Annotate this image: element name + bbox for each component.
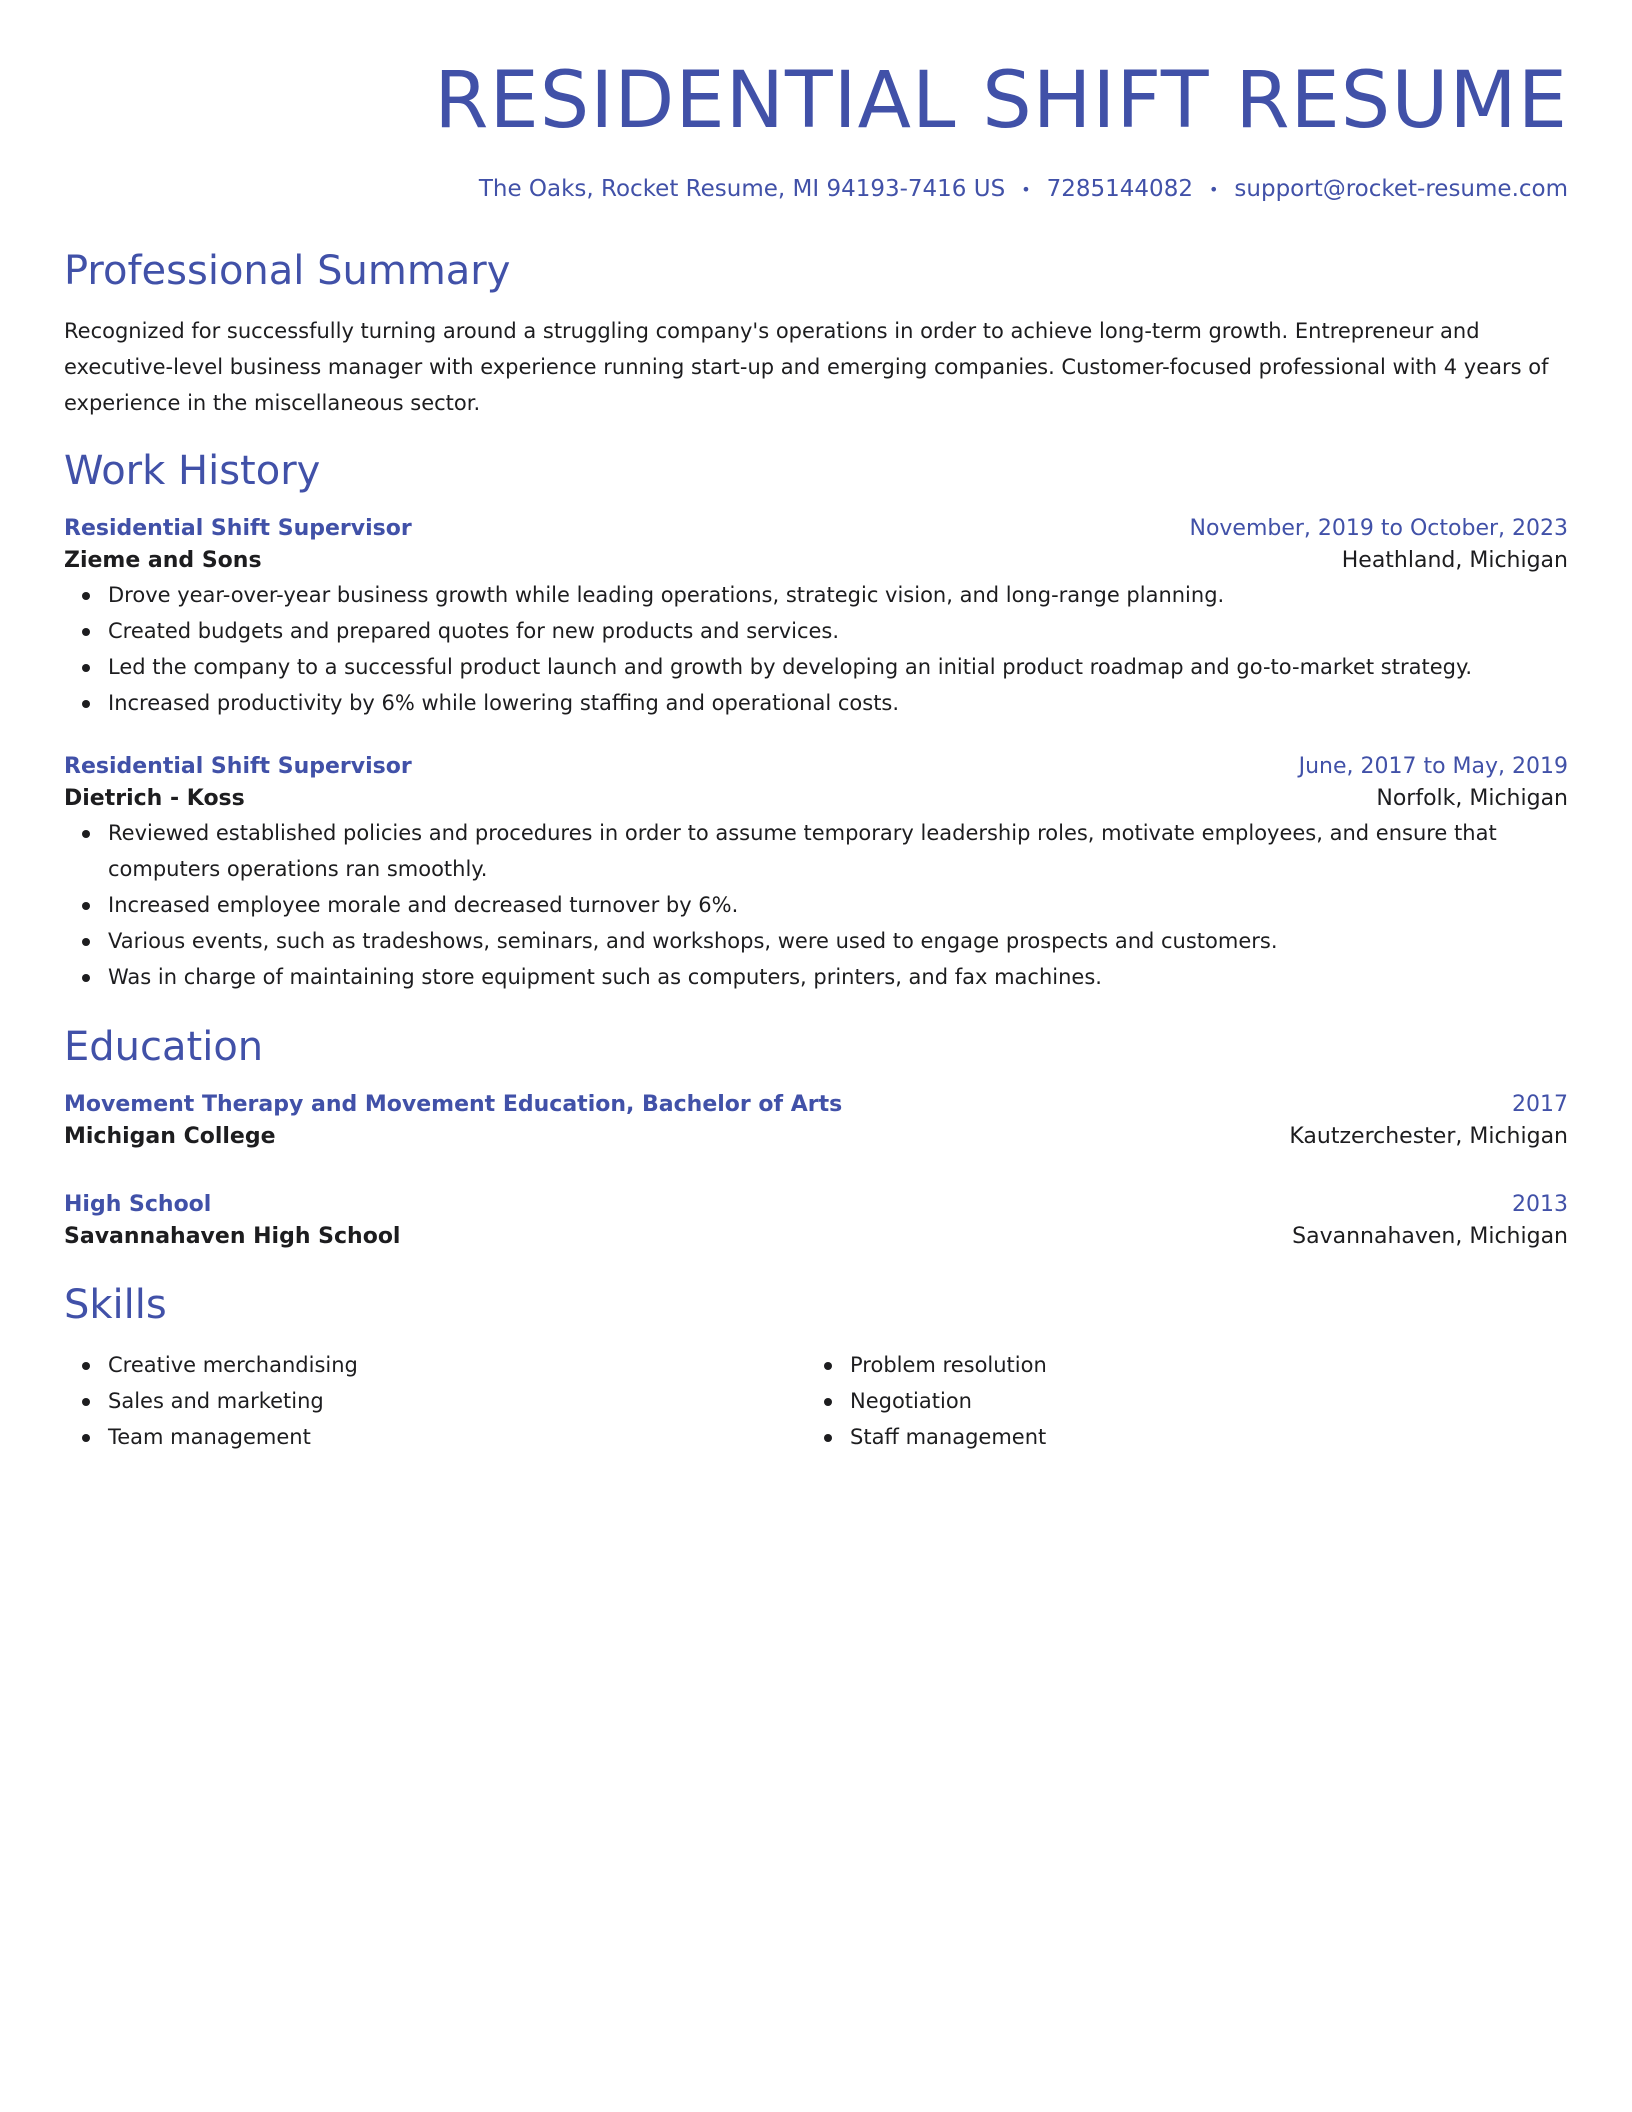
- job-subheader: [64, 783, 1568, 815]
- education-header: [64, 1189, 1568, 1221]
- job-header: [64, 513, 1568, 545]
- skills-list: [64, 1347, 1568, 1455]
- education-school: Savannahaven High School: [64, 1223, 401, 1249]
- job-entry: [64, 513, 1568, 721]
- job-company: Dietrich - Koss: [64, 785, 245, 811]
- job-duty: Was in charge of maintaining store equipment such as computers, printers, and fax machines.: [64, 959, 1568, 995]
- job-location: Norfolk, Michigan: [1376, 785, 1568, 811]
- contact-line: [64, 174, 1568, 205]
- job-title: Residential Shift Supervisor: [64, 515, 412, 541]
- contact-separator: •: [1208, 179, 1219, 199]
- education-location: Kautzerchester, Michigan: [1289, 1123, 1568, 1149]
- job-dates: November, 2019 to October, 2023: [1189, 515, 1568, 541]
- contact-email: support@rocket-resume.com: [1234, 176, 1568, 202]
- education-entry: [64, 1189, 1568, 1253]
- contact-separator: •: [1021, 179, 1031, 199]
- job-subheader: [64, 545, 1568, 577]
- job-entry: [64, 751, 1568, 995]
- job-duty: Various events, such as tradeshows, seminars, and workshops, were used to engage prospects and customers.: [64, 923, 1568, 959]
- education-degree: Movement Therapy and Movement Education, Bachelor of Arts: [64, 1091, 843, 1117]
- job-duty: Increased employee morale and decreased turnover by 6%.: [64, 887, 1568, 923]
- education-heading: Education: [64, 1023, 264, 1070]
- education-location: Savannahaven, Michigan: [1292, 1223, 1568, 1249]
- education-subheader: [64, 1121, 1568, 1153]
- job-duty: Led the company to a successful product launch and growth by developing an initial product roadmap and go-to-market strategy.: [64, 649, 1568, 685]
- skill-item: Negotiation: [806, 1383, 1548, 1419]
- summary-heading: Professional Summary: [64, 247, 511, 294]
- job-duty: Reviewed established policies and procedures in order to assume temporary leadership roles, motivate employees, and ensure that computers operations ran smoothly.: [64, 815, 1568, 887]
- resume-page: [64, 0, 1568, 1455]
- job-header: [64, 751, 1568, 783]
- skill-item: Team management: [64, 1419, 806, 1455]
- job-duties: [64, 815, 1568, 995]
- education-header: [64, 1089, 1568, 1121]
- job-company: Zieme and Sons: [64, 547, 262, 573]
- job-dates: June, 2017 to May, 2019: [1298, 753, 1568, 779]
- education-degree: High School: [64, 1191, 212, 1217]
- skill-item: Sales and marketing: [64, 1383, 806, 1419]
- work-history-heading: Work History: [64, 447, 321, 494]
- education-school: Michigan College: [64, 1123, 276, 1149]
- skill-item: Problem resolution: [806, 1347, 1548, 1383]
- education-year: 2017: [1512, 1091, 1568, 1117]
- contact-address: The Oaks, Rocket Resume, MI 94193-7416 US: [478, 176, 1006, 202]
- summary-text: Recognized for successfully turning around a struggling company's operations in order to achieve long-term growth. Entrepreneur and executive-level business manager with experience running start-up and emerging companies. Customer-focused professional with 4 years of experience in the miscellaneous sector.: [64, 318, 1549, 415]
- resume-name: RESIDENTIAL SHIFT RESUME: [434, 56, 1568, 146]
- job-duty: Created budgets and prepared quotes for new products and services.: [64, 613, 1568, 649]
- skills-heading: Skills: [64, 1281, 167, 1328]
- job-duty: Increased productivity by 6% while lowering staffing and operational costs.: [64, 685, 1568, 721]
- contact-phone: 7285144082: [1046, 176, 1193, 202]
- skills-column-right: [806, 1347, 1548, 1455]
- job-duty: Drove year-over-year business growth while leading operations, strategic vision, and long-range planning.: [64, 577, 1568, 613]
- education-year: 2013: [1512, 1191, 1568, 1217]
- job-title: Residential Shift Supervisor: [64, 753, 412, 779]
- skills-column-left: [64, 1347, 806, 1455]
- skill-item: Creative merchandising: [64, 1347, 806, 1383]
- skill-item: Staff management: [806, 1419, 1548, 1455]
- job-duties: [64, 577, 1568, 721]
- job-location: Heathland, Michigan: [1341, 547, 1568, 573]
- education-subheader: [64, 1221, 1568, 1253]
- education-entry: [64, 1089, 1568, 1153]
